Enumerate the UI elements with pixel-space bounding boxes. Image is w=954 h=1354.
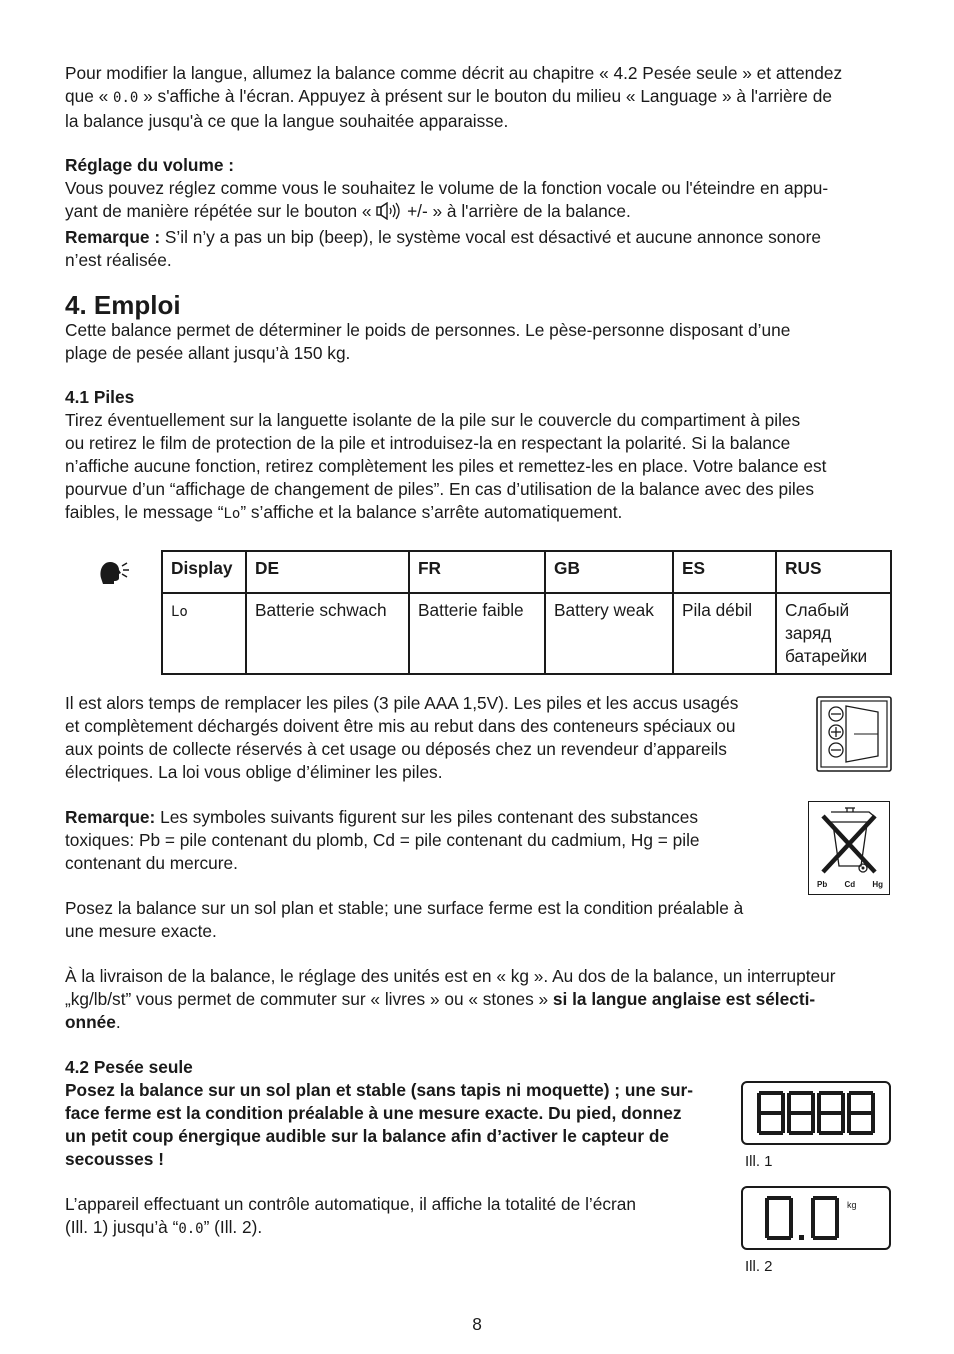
table-cell: Battery weak [545,593,673,674]
pesee-bold-line-1: Posez la balance sur un sol plan et stable (sans tapis ni moquette) ; une sur- [65,1080,694,1100]
livraison-line-1: À la livraison de la balance, le réglage des unités est en « kg ». Au dos de la balance, un interrupteur [65,966,836,986]
speaker-icon [376,202,402,226]
remarque-line-3: contenant du mercure. [65,853,238,873]
speaking-head-icon [98,558,130,592]
piles-line-5: faibles, le message “Lo” s’affiche et la balance s’arrête automatiquement. [65,502,623,522]
table-cell: Batterie schwach [246,593,409,674]
piles-line-1: Tirez éventuellement sur la languette isolante de la pile sur le couvercle du compartiment à piles [65,410,801,430]
crossed-bin-icon [808,801,890,895]
replace-line-3: aux points de collecte réservés à cet usage ou déposés chez un revendeur d’appareils [65,739,727,759]
symbol-hg: Hg [872,880,883,889]
volume-note-line-1: Remarque : S’il n’y a pas un bip (beep), le système vocal est désactivé et aucune annonce sonore [65,227,821,247]
volume-line-1: Vous pouvez réglez comme vous le souhaitez le volume de la fonction vocale ou l'éteindre en appu- [65,178,829,198]
replace-paragraph [65,692,738,784]
posez-paragraph [65,897,743,943]
unit-label: kg [847,1200,857,1210]
table-header-row [162,551,891,593]
ill2-caption: Ill. 2 [745,1258,773,1275]
toxic-symbols [817,880,883,890]
livraison-paragraph [65,965,835,1034]
replace-line-4: électriques. La loi vous oblige d’éliminer les piles. [65,762,443,782]
intro-paragraph [65,62,842,133]
page-number: 8 [472,1314,482,1334]
emploi-paragraph [65,319,790,365]
pesee-section [65,1056,693,1171]
ill1-caption: Ill. 1 [745,1153,773,1170]
lcd-text: Lo [223,506,241,522]
piles-section [65,386,826,526]
table-header-cell: Display [162,551,246,593]
pesee-bold-line-2: face ferme est la condition préalable à une mesure exacte. Du pied, donnez [65,1103,682,1123]
piles-line-4: pourvue d’un “affichage de changement de piles”. En cas d’utilisation de la balance avec des piles [65,479,815,499]
pesee-line-1: L’appareil effectuant un contrôle automatique, il affiche la totalité de l’écran [65,1194,636,1214]
lcd-display-zero [741,1186,891,1250]
pesee-bold-line-3: un petit coup énergique audible sur la balance afin d’activer le capteur de [65,1126,670,1146]
pesee-heading: 4.2 Pesée seule [65,1057,193,1077]
volume-line-2: yant de manière répétée sur le bouton « +/- » à l'arrière de la balance. [65,200,828,226]
battery-compartment-icon [816,696,892,778]
pesee-paragraph [65,1193,636,1241]
lcd-display-all-segments [741,1081,891,1145]
table-cell: Batterie faible [409,593,545,674]
table-row [162,593,891,674]
emploi-line-1: Cette balance permet de déterminer le poids de personnes. Le pèse-personne disposant d’une [65,320,791,340]
table-header-cell: FR [409,551,545,593]
livraison-line-2: „kg/lb/st” vous permet de commuter sur « livres » ou « stones » si la langue anglaise est sélecti- [65,989,816,1009]
pesee-line-2: (Ill. 1) jusqu’à “0.0” (Ill. 2). [65,1217,263,1237]
remarque-line-2: toxiques: Pb = pile contenant du plomb, Cd = pile contenant du cadmium, Hg = pile [65,830,700,850]
piles-heading: 4.1 Piles [65,387,135,407]
emploi-line-2: plage de pesée allant jusqu’à 150 kg. [65,343,351,363]
volume-note-line-2: n’est réalisée. [65,250,172,270]
table-cell: Слабый заряд батарейки [776,593,891,674]
volume-heading: Réglage du volume : [65,155,234,175]
posez-line-2: une mesure exacte. [65,921,217,941]
table-cell: Lo [162,593,246,674]
intro-line-1: Pour modifier la langue, allumez la balance comme décrit au chapitre « 4.2 Pesée seule » et attendez [65,63,843,83]
piles-line-3: n’affiche aucune fonction, retirez complètement les piles et remettez-les en place. Votre balance est [65,456,827,476]
table-header-cell: DE [246,551,409,593]
volume-section [65,154,828,272]
intro-line-2: que « 0.0 » s'affiche à l'écran. Appuyez à présent sur le bouton du milieu « Language » à l'arrière de [65,86,832,106]
symbol-pb: Pb [817,880,828,889]
replace-line-2: et complètement déchargés doivent être mis au rebut dans des conteneurs spéciaux ou [65,716,736,736]
remarque-line-1: Remarque: Les symboles suivants figurent sur les piles contenant des substances [65,807,699,827]
remarque-paragraph [65,806,700,875]
battery-message-table [161,550,892,675]
livraison-line-3: onnée. [65,1012,121,1032]
posez-line-1: Posez la balance sur un sol plan et stable; une surface ferme est la condition préalable à [65,898,744,918]
table-header-cell: GB [545,551,673,593]
lcd-text: 0.0 [178,1221,204,1237]
replace-line-1: Il est alors temps de remplacer les piles (3 pile AAA 1,5V). Les piles et les accus usagés [65,693,739,713]
pesee-bold-line-4: secousses ! [65,1149,164,1169]
lcd-text: 0.0 [113,90,139,106]
table-header-cell: ES [673,551,776,593]
symbol-cd: Cd [844,880,856,889]
section-heading-emploi: 4. Emploi [65,290,181,320]
intro-line-3: la balance jusqu'à ce que la langue souhaitée apparaisse. [65,111,509,131]
table-header-cell: RUS [776,551,891,593]
piles-line-2: ou retirez le film de protection de la pile et introduisez-la en respectant la polarité. Si la balance [65,433,791,453]
table-cell: Pila débil [673,593,776,674]
